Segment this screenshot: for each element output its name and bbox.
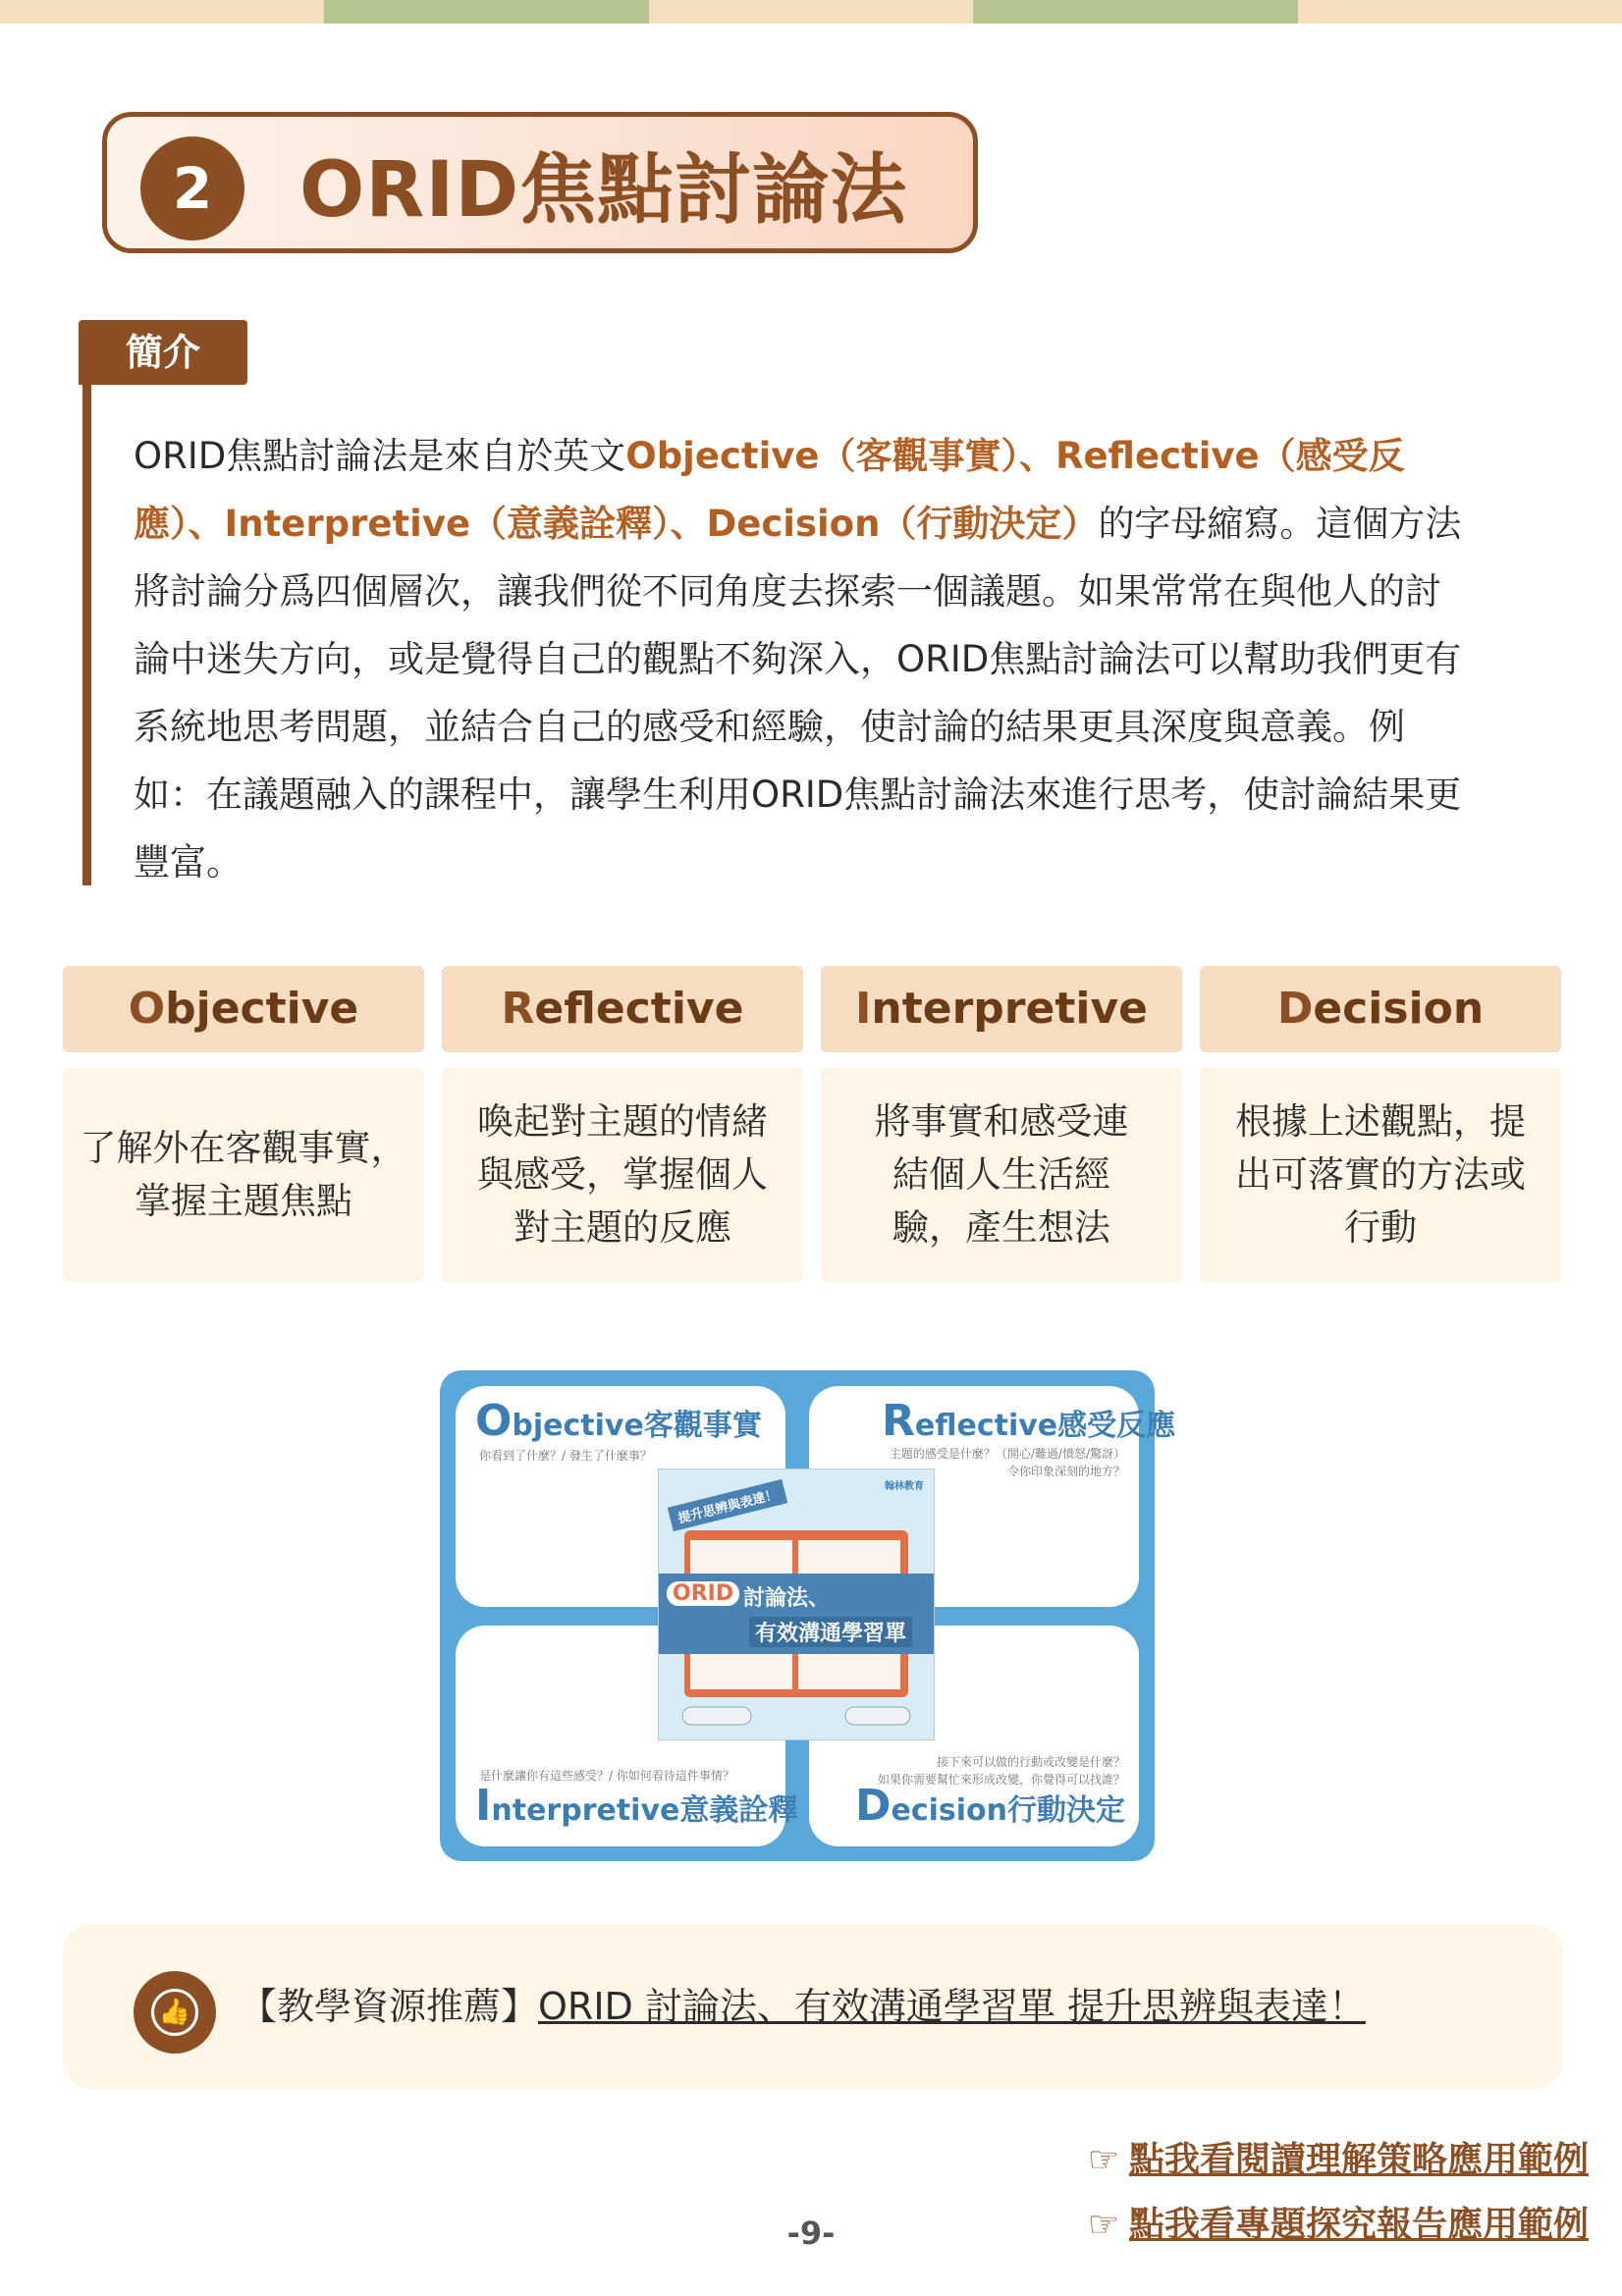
card-decision-desc: 根據上述觀點，提出可落實的方法或行動 (1235, 1100, 1526, 1249)
section-title-box (102, 112, 976, 249)
thumbs-up-badge-icon: 👍 (137, 1975, 212, 2050)
card-interpretive (821, 966, 1182, 1249)
intro-paragraph: ORID焦點討論法是來自於英文Objective（客觀事實）、Reflective（感受反應）、Interpretive（意義詮釋）、Decision（行動決定）的字母縮寫。這個方法將討論分爲四個層次，讓我們從不同角度去探索一個議題。如果常常在與他人的討論中迷失方向，或是覺得自己的觀點不夠深入，ORID焦點討論法可以幫助我們更有系統地思考問題，並結合自己的感受和經驗，使討論的結果更具深度與意義。例如：在議題融入的課程中，讓學生利用ORID焦點討論法來進行思考，使討論結果更豐富。 (134, 435, 1462, 883)
card-decision (1200, 966, 1561, 1249)
booklet-title-2: 有效溝通學習單 (749, 1617, 912, 1647)
intro-divider (82, 383, 91, 885)
poster-interpretive-title: Interpretive意義詮釋 (475, 1781, 798, 1831)
booklet-footer-decoration (678, 1701, 914, 1731)
resource-link[interactable]: ORID 討論法、有效溝通學習單 提升思辨與表達！ (538, 1985, 1366, 2028)
poster-decision-sub1: 接下來可以做的行動或改變是什麼？ (936, 1755, 1125, 1769)
booklet-title-1: 討論法、 (743, 1586, 831, 1611)
poster-reflective-title: Reflective感受反應 (882, 1396, 1176, 1446)
link-project-report[interactable]: ☞ 點我看專題探究報告應用範例 (1087, 2205, 1589, 2245)
orid-worksheet-image[interactable] (440, 1370, 1176, 1861)
intro-highlight: Objective（客觀事實）、Reflective（感受反應）、Interpretive（意義詮釋）、Decision（行動決定） (134, 435, 1405, 545)
pointing-hand-icon: ☞ (1087, 2140, 1119, 2180)
booklet-orid: ORID (667, 1581, 739, 1606)
card-objective-title: Objective (63, 966, 424, 1052)
card-interpretive-title: Interpretive (821, 966, 1182, 1052)
poster-decision-title: Decision行動決定 (854, 1781, 1125, 1831)
resource-label: 【教學資源推薦】 (240, 1985, 539, 2028)
page-number: -9- (786, 2215, 836, 2252)
top-color-bar (0, 0, 1622, 24)
poster-reflective-sub2: 令你印象深刻的地方？ (1006, 1465, 1125, 1478)
card-reflective (442, 966, 803, 1249)
card-objective (63, 966, 424, 1222)
poster-objective-sub: 你看到了什麼？/ 發生了什麼事？ (479, 1449, 652, 1463)
publisher-logo: 翰林教育 (885, 1481, 924, 1492)
card-reflective-desc: 喚起對主題的情緒與感受，掌握個人對主題的反應 (477, 1100, 768, 1249)
worksheet-cover (658, 1468, 935, 1740)
card-decision-title: Decision (1200, 966, 1561, 1052)
card-reflective-title: Reflective (442, 966, 803, 1052)
poster-interpretive-sub: 是什麼讓你有這些感受？/ 你如何看待這件事情？ (479, 1769, 734, 1783)
section-title: ORID焦點討論法 (299, 146, 908, 235)
poster-objective-title: Objective客觀事實 (475, 1396, 762, 1446)
poster-decision-sub2: 如果你需要幫忙來形成改變，你覺得可以找誰？ (877, 1773, 1125, 1787)
card-interpretive-desc: 將事實和感受連結個人生活經驗，產生想法 (874, 1100, 1129, 1249)
intro-tag: 簡介 (79, 320, 247, 385)
link-reading-strategy[interactable]: ☞ 點我看閱讀理解策略應用範例 (1087, 2140, 1589, 2180)
pointing-hand-icon: ☞ (1087, 2205, 1119, 2245)
card-objective-desc: 了解外在客觀事實，掌握主題焦點 (80, 1127, 407, 1222)
resource-recommendation (63, 1924, 1563, 2089)
booklet-tag: 提升思辨與表達！ (668, 1479, 787, 1531)
poster-reflective-sub1: 主題的感受是什麼？（開心/難過/憤怒/驚訝） (889, 1447, 1125, 1461)
section-number: 2 (140, 136, 244, 240)
